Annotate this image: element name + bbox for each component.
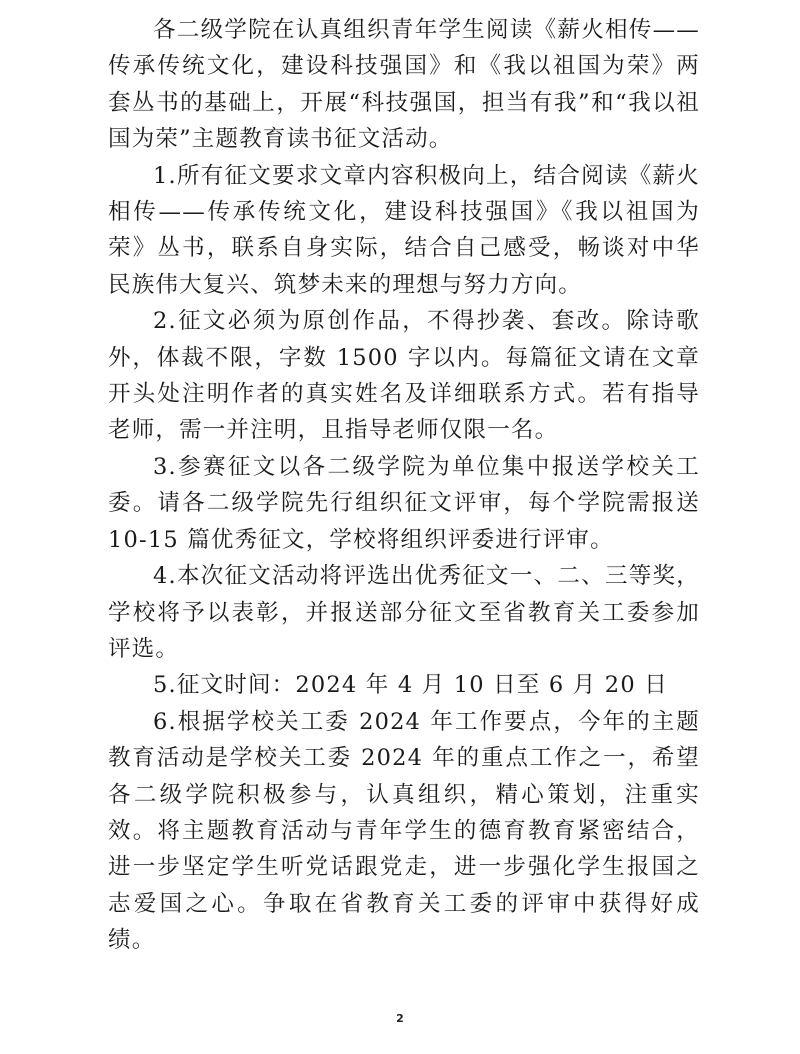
paragraph-item-4: 4.本次征文活动将评选出优秀征文一、二、三等奖，学校将予以表彰，并报送部分征文至省教育关工委参加评选。: [108, 563, 700, 662]
document-body: [108, 12, 700, 959]
page-number: 2: [396, 1012, 404, 1025]
paragraph-item-6: 6.根据学校关工委 2024 年工作要点，今年的主题教育活动是学校关工委 2024 年的重点工作之一，希望各二级学院积极参与，认真组织，精心策划，注重实效。将主题教育活动与青年学生的德育教育紧密结合，进一步坚定学生听党话跟党走，进一步强化学生报国之志爱国之心。争取在省教育关工委的评审中获得好成绩。: [108, 708, 700, 954]
paragraph-item-1: 1.所有征文要求文章内容积极向上，结合阅读《薪火相传——传承传统文化，建设科技强国》《我以祖国为荣》丛书，联系自身实际，结合自己感受，畅谈对中华民族伟大复兴、筑梦未来的理想与努力方向。: [108, 162, 700, 298]
paragraph-item-2: 2.征文必须为原创作品，不得抄袭、套改。除诗歌外，体裁不限，字数 1500 字以内。每篇征文请在文章开头处注明作者的真实姓名及详细联系方式。若有指导老师，需一并注明，且指导老师仅限一名。: [108, 308, 700, 444]
paragraph-item-3: 3.参赛征文以各二级学院为单位集中报送学校关工委。请各二级学院先行组织征文评审，每个学院需报送 10-15 篇优秀征文，学校将组织评委进行评审。: [108, 453, 700, 553]
paragraph-item-5: 5.征文时间：2024 年 4 月 10 日至 6 月 20 日: [153, 672, 668, 699]
paragraph-intro: 各二级学院在认真组织青年学生阅读《薪火相传——传承传统文化，建设科技强国》和《我以祖国为荣》两套丛书的基础上，开展“科技强国，担当有我”和“我以祖国为荣”主题教育读书征文活动。: [108, 17, 700, 153]
